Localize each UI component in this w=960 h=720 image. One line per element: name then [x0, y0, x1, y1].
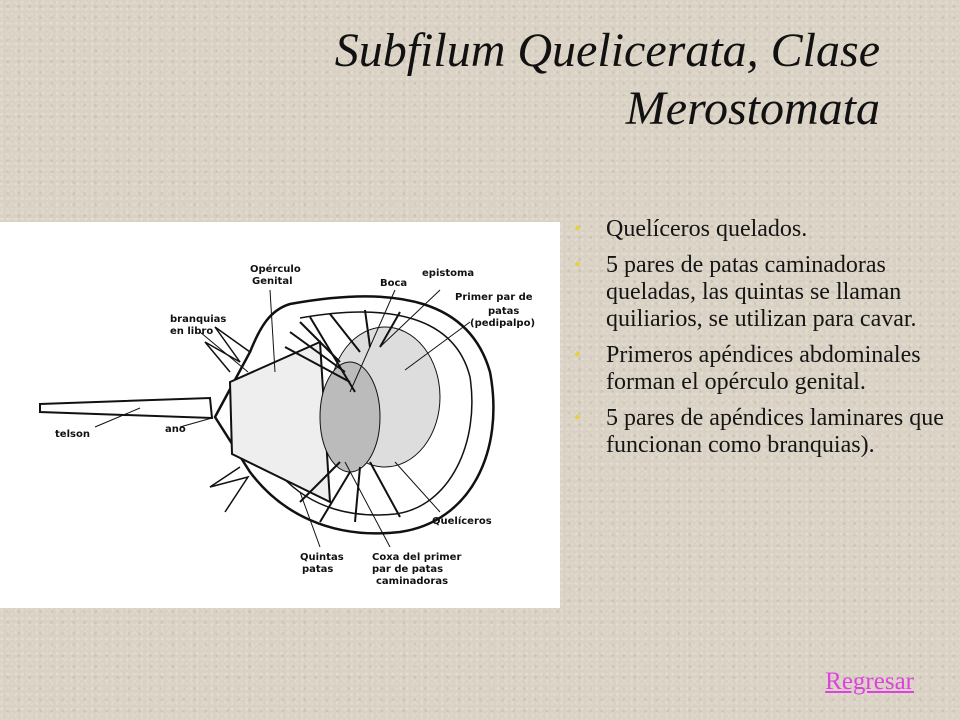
horseshoe-crab-diagram	[0, 222, 560, 608]
title-line-1: Subfilum Quelicerata, Clase	[334, 24, 880, 77]
label-primer-par-1: Primer par de	[455, 292, 533, 303]
label-boca: Boca	[380, 278, 408, 289]
title-line-2: Merostomata	[625, 82, 880, 135]
label-coxa-2: par de patas	[372, 564, 444, 575]
label-branquias-2: en libro	[170, 326, 214, 337]
diagram-drawing	[0, 222, 560, 608]
label-telson: telson	[55, 429, 90, 440]
bullet-list	[572, 216, 944, 468]
bullet-item: • 5 pares de patas caminadoras queladas, las quintas se llaman quiliarios, se utilizan para cavar.	[572, 252, 944, 333]
back-link[interactable]: Regresar	[825, 668, 914, 695]
bullet-item: • 5 pares de apéndices laminares que funcionan como branquias).	[572, 405, 944, 459]
label-operculo-2: Genital	[252, 276, 293, 287]
label-quintas-1: Quintas	[300, 552, 344, 563]
label-primer-par-3: (pedipalpo)	[470, 318, 536, 329]
label-coxa-3: caminadoras	[376, 576, 449, 587]
label-coxa-1: Coxa del primer	[372, 552, 462, 563]
bullet-item: • Primeros apéndices abdominales forman el opérculo genital.	[572, 342, 944, 396]
label-primer-par-2: patas	[488, 306, 520, 317]
label-queliceros: Quelíceros	[432, 516, 492, 527]
label-branquias-1: branquias	[170, 314, 227, 325]
label-ano: ano	[165, 424, 186, 435]
telson-shape	[40, 398, 212, 418]
slide-title	[150, 22, 880, 138]
label-epistoma: epistoma	[422, 268, 475, 279]
bullet-item: • Quelíceros quelados.	[572, 216, 944, 243]
label-operculo-1: Opérculo	[250, 264, 301, 275]
stipple-center	[320, 362, 380, 472]
label-quintas-2: patas	[302, 564, 334, 575]
